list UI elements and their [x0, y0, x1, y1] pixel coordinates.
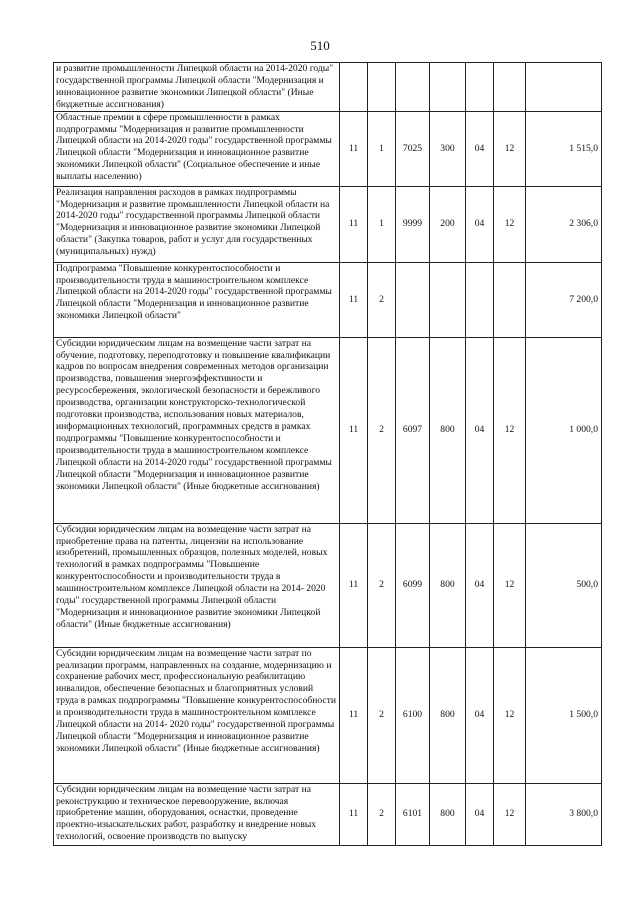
item-code: 6097 — [396, 337, 430, 523]
expense-kind-code: 800 — [430, 783, 466, 845]
subsection-code: 12 — [494, 111, 526, 186]
item-code: 6100 — [396, 647, 430, 783]
expense-kind-code: 300 — [430, 111, 466, 186]
subsection-code: 12 — [494, 186, 526, 262]
amount: 2 306,0 — [526, 186, 602, 262]
subprogram-code: 1 — [368, 186, 396, 262]
section-code: 04 — [466, 783, 494, 845]
subsection-code: 12 — [494, 783, 526, 845]
program-code: 11 — [340, 783, 368, 845]
subsection-code: 12 — [494, 337, 526, 523]
table-row — [54, 262, 602, 337]
program-code: 11 — [340, 262, 368, 337]
expense-kind-code: 800 — [430, 337, 466, 523]
amount: 1 000,0 — [526, 337, 602, 523]
table-row — [54, 111, 602, 186]
table-row — [54, 783, 602, 845]
expense-kind-code — [430, 262, 466, 337]
amount: 3 800,0 — [526, 783, 602, 845]
program-code: 11 — [340, 111, 368, 186]
section-code: 04 — [466, 186, 494, 262]
table-row — [54, 523, 602, 647]
row-description: Областные премии в сфере промышленности в рамках подпрограммы "Модернизация и развитие промышленности Липецкой области на 2014-2020 годы" государственной программы Липецкой области "Модернизация и инновационное развитие экономики Липецкой области" (Социальное обеспечение и иные выплаты населению) — [54, 111, 340, 186]
item-code — [396, 63, 430, 112]
program-code: 11 — [340, 647, 368, 783]
item-code: 6099 — [396, 523, 430, 647]
table-row — [54, 186, 602, 262]
program-code: 11 — [340, 186, 368, 262]
expense-kind-code — [430, 63, 466, 112]
subsection-code: 12 — [494, 647, 526, 783]
amount — [526, 63, 602, 112]
row-description: Реализация направления расходов в рамках подпрограммы "Модернизация и развитие промышленности Липецкой области на 2014-2020 годы" государственной программы Липецкой области "Модернизация и инновационное развитие экономики Липецкой области" (Закупка товаров, работ и услуг для государственных (муниципальных) нужд) — [54, 186, 340, 262]
row-description: Субсидии юридическим лицам на возмещение части затрат на реконструкцию и техническое перевооружение, включая приобретение машин, оборудования, оснастки, проведение проектно-изыскательских работ, разработку и внедрение новых технологий, освоение производств по выпуску — [54, 783, 340, 845]
section-code: 04 — [466, 647, 494, 783]
subsection-code: 12 — [494, 523, 526, 647]
item-code: 6101 — [396, 783, 430, 845]
expense-kind-code: 800 — [430, 523, 466, 647]
subprogram-code: 2 — [368, 523, 396, 647]
amount: 7 200,0 — [526, 262, 602, 337]
amount: 1 515,0 — [526, 111, 602, 186]
section-code — [466, 262, 494, 337]
table-row — [54, 647, 602, 783]
section-code: 04 — [466, 111, 494, 186]
row-description: Подпрограмма "Повышение конкурентоспособности и производительности труда в машиностроительном комплексе Липецкой области на 2014-2020 годы" государственной программы Липецкой области "Модернизация и инновационное развитие экономики Липецкой области" — [54, 262, 340, 337]
subprogram-code: 1 — [368, 111, 396, 186]
program-code: 11 — [340, 337, 368, 523]
table-row — [54, 63, 602, 112]
row-description: Субсидии юридическим лицам на возмещение части затрат по реализации программ, направленных на создание, модернизацию и сохранение рабочих мест, профессиональную реабилитацию инвалидов, обеспечение безопасных и благоприятных условий труда в рамках подпрограммы "Повышение конкурентоспособности и производительности труда в машиностроительном комплексе Липецкой области на 2014- 2020 годы" государственной программы Липецкой области "Модернизация и инновационное развитие экономики Липецкой области" (Иные бюджетные ассигнования) — [54, 647, 340, 783]
item-code: 7025 — [396, 111, 430, 186]
program-code: 11 — [340, 523, 368, 647]
item-code: 9999 — [396, 186, 430, 262]
subprogram-code — [368, 63, 396, 112]
page-number: 510 — [310, 38, 330, 53]
row-description: Субсидии юридическим лицам на возмещение части затрат на обучение, подготовку, переподготовку и повышение квалификации кадров по вопросам внедрения современных методов организации производства, повышения энергоэффективности и ресурсосбережения, экологической безопасности и бережливого производства, организации конструкторско-технологической подготовки производства, использования новых материалов, информационных технологий, программных средств в рамках подпрограммы "Повышение конкурентоспособности и производительности труда в машиностроительном комплексе Липецкой области на 2014-2020 годы" государственной программы Липецкой области "Модернизация и инновационное развитие экономики Липецкой области" (Иные бюджетные ассигнования) — [54, 337, 340, 523]
subprogram-code: 2 — [368, 647, 396, 783]
item-code — [396, 262, 430, 337]
subprogram-code: 2 — [368, 337, 396, 523]
section-code: 04 — [466, 523, 494, 647]
expense-kind-code: 200 — [430, 186, 466, 262]
subsection-code — [494, 63, 526, 112]
row-description: Субсидии юридическим лицам на возмещение части затрат на приобретение права на патенты, лицензии на использование изобретений, промышленных образцов, полезных моделей, новых технологий в рамках подпрограммы "Повышение конкурентоспособности и производительности труда в машиностроительном комплексе Липецкой области на 2014- 2020 годы" государственной программы Липецкой области "Модернизация и инновационное развитие экономики Липецкой области" (Иные бюджетные ассигнования) — [54, 523, 340, 647]
subsection-code — [494, 262, 526, 337]
subprogram-code: 2 — [368, 262, 396, 337]
amount: 1 500,0 — [526, 647, 602, 783]
subprogram-code: 2 — [368, 783, 396, 845]
section-code: 04 — [466, 337, 494, 523]
budget-table — [53, 62, 602, 846]
program-code — [340, 63, 368, 112]
row-description: и развитие промышленности Липецкой области на 2014-2020 годы" государственной программы Липецкой области "Модернизация и инновационное развитие экономики Липецкой области" (Иные бюджетные ассигнования) — [54, 63, 340, 112]
table-row — [54, 337, 602, 523]
amount: 500,0 — [526, 523, 602, 647]
expense-kind-code: 800 — [430, 647, 466, 783]
section-code — [466, 63, 494, 112]
